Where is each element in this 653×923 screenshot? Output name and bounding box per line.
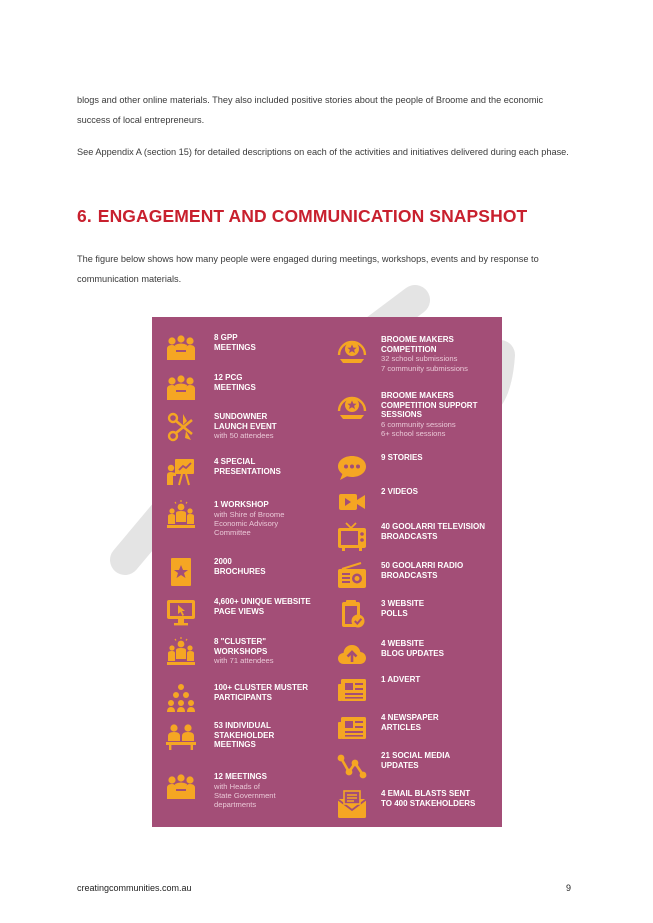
infographic-item-text	[381, 487, 503, 497]
figure-intro-paragraph: The figure below shows how many people were engaged during meetings, workshops, events and by response to communication materials.	[77, 254, 539, 284]
ribbon-cutting-icon	[166, 412, 196, 442]
infographic-item-text	[214, 373, 339, 392]
infographic-item-subtitle: with Heads of State Government departments	[214, 781, 276, 810]
infographic-item-title: 21 SOCIAL MEDIA UPDATES	[381, 751, 451, 770]
section-heading	[77, 206, 597, 227]
infographic-item-title: BROOME MAKERS COMPETITION	[381, 335, 454, 354]
infographic-item-text	[381, 561, 503, 580]
infographic-item-subtitle: with 71 attendees	[214, 656, 274, 666]
infographic-item-text	[381, 751, 503, 770]
infographic-item-text	[381, 639, 503, 658]
presentation-board-icon	[166, 457, 196, 487]
email-icon	[337, 789, 367, 819]
social-network-icon	[337, 751, 367, 781]
infographic-item-text	[214, 772, 339, 810]
footer-website: creatingcommunities.com.au	[77, 883, 192, 893]
infographic-item-title: 8 GPP MEETINGS	[214, 333, 256, 352]
infographic-item-title: 100+ CLUSTER MUSTER PARTICIPANTS	[214, 683, 309, 702]
infographic-item-title: 3 WEBSITE POLLS	[381, 599, 425, 618]
infographic-item-title: 12 MEETINGS	[214, 772, 267, 781]
workshop-group-icon	[166, 500, 196, 530]
section-number: 6.	[77, 206, 92, 226]
newspaper-icon	[337, 675, 367, 705]
two-people-table-icon	[166, 721, 196, 751]
infographic-item-title: 53 INDIVIDUAL STAKEHOLDER MEETINGS	[214, 721, 275, 750]
infographic-item-subtitle: 6 community sessions 6+ school sessions	[381, 419, 456, 439]
award-medal-icon	[337, 391, 367, 421]
infographic-item-text	[214, 637, 339, 666]
television-icon	[337, 522, 367, 552]
infographic-item-text	[381, 599, 503, 618]
infographic-item-subtitle: 32 school submissions 7 community submissions	[381, 354, 468, 373]
group-meeting-icon	[166, 333, 196, 363]
infographic-item-title: 4 WEBSITE BLOG UPDATES	[381, 639, 444, 658]
infographic-item-title: 50 GOOLARRI RADIO BROADCASTS	[381, 561, 464, 580]
infographic-item-title: 8 "CLUSTER" WORKSHOPS	[214, 637, 268, 656]
infographic-item-title: 1 ADVERT	[381, 675, 421, 684]
appendix-paragraph: See Appendix A (section 15) for detailed descriptions on each of the activities and initiatives delivered during each phase.	[77, 147, 569, 157]
infographic-item-title: 4 SPECIAL PRESENTATIONS	[214, 457, 281, 476]
speech-bubble-icon	[337, 453, 367, 483]
brochure-icon	[166, 557, 196, 587]
infographic-item-text	[214, 597, 339, 616]
infographic-item-text	[214, 557, 339, 576]
workshop-group-icon	[166, 637, 196, 667]
infographic-item-title: 4,600+ UNIQUE WEBSITE PAGE VIEWS	[214, 597, 311, 616]
infographic-item-subtitle: with Shire of Broome Economic Advisory Committee	[214, 509, 285, 538]
infographic-item-text	[381, 789, 503, 808]
infographic-item-text	[214, 500, 339, 538]
engagement-infographic	[152, 317, 502, 827]
video-camera-icon	[337, 487, 367, 517]
cloud-upload-icon	[337, 639, 367, 669]
section-title: ENGAGEMENT AND COMMUNICATION SNAPSHOT	[97, 206, 528, 226]
infographic-item-text	[381, 713, 503, 732]
newspaper-icon	[337, 713, 367, 743]
infographic-item-title: 4 EMAIL BLASTS SENT TO 400 STAKEHOLDERS	[381, 789, 476, 808]
infographic-item-text	[381, 453, 503, 463]
infographic-item-text	[381, 522, 503, 541]
infographic-item-title: 4 NEWSPAPER ARTICLES	[381, 713, 439, 732]
infographic-item-title: 1 WORKSHOP	[214, 500, 269, 509]
infographic-item-title: BROOME MAKERS COMPETITION SUPPORT SESSIONS	[381, 391, 478, 420]
crowd-pyramid-icon	[166, 683, 196, 713]
infographic-item-title: 40 GOOLARRI TELEVISION BROADCASTS	[381, 522, 486, 541]
infographic-item-text	[381, 391, 503, 439]
infographic-item-text	[214, 333, 339, 352]
infographic-item-text	[214, 412, 339, 441]
infographic-item-text	[214, 683, 339, 702]
infographic-item-title: 2000 BROCHURES	[214, 557, 266, 576]
infographic-item-title: 9 STORIES	[381, 453, 423, 462]
infographic-item-text	[381, 335, 503, 373]
infographic-item-title: 2 VIDEOS	[381, 487, 418, 496]
infographic-item-text	[214, 457, 339, 476]
group-meeting-icon	[166, 772, 196, 802]
infographic-item-text	[214, 721, 339, 750]
monitor-cursor-icon	[166, 597, 196, 627]
footer-page-number: 9	[566, 883, 572, 893]
intro-paragraph: blogs and other online materials. They also included positive stories about the people of Broome and the economic success of local entrepreneurs.	[77, 95, 544, 125]
radio-icon	[337, 561, 367, 591]
clipboard-check-icon	[337, 599, 367, 629]
infographic-item-subtitle: with 50 attendees	[214, 431, 274, 441]
award-medal-icon	[337, 335, 367, 365]
group-meeting-icon	[166, 373, 196, 403]
infographic-item-title: SUNDOWNER LAUNCH EVENT	[214, 412, 277, 431]
infographic-item-title: 12 PCG MEETINGS	[214, 373, 256, 392]
infographic-item-text	[381, 675, 503, 685]
